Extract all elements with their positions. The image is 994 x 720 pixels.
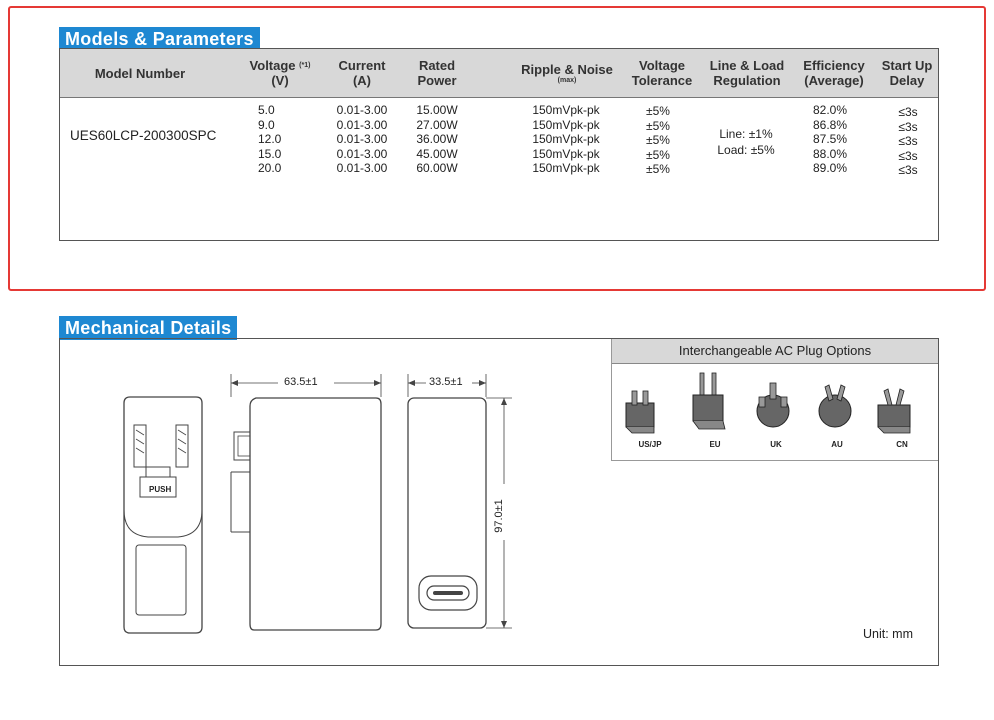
efficiency-value: 86.8% — [812, 117, 848, 132]
header-start-up-delay: Start Up Delay — [881, 58, 933, 88]
ripple-noise-column — [520, 103, 612, 176]
voltage-column — [258, 103, 286, 176]
current-value: 0.01-3.00 — [336, 117, 388, 132]
header-voltage: Voltage $^{(*1)}$ (V) — [249, 58, 311, 88]
voltage-value: 9.0 — [258, 117, 275, 132]
ripple-value: 150mVpk-pk — [532, 103, 600, 117]
startup-value: ≤3s — [898, 163, 918, 177]
ripple-value: 150mVpk-pk — [532, 161, 600, 175]
plug-options-panel — [611, 339, 938, 461]
regulation-line-value: Line: ±1% — [719, 127, 773, 141]
header-model-number: Model Number — [94, 65, 186, 81]
regulation-column — [706, 126, 786, 158]
header-efficiency: Efficiency (Average) — [803, 58, 865, 88]
current-value: 0.01-3.00 — [336, 103, 388, 117]
current-value: 0.01-3.00 — [336, 146, 388, 161]
mechanical-section-title: Mechanical Details — [59, 316, 237, 340]
current-value: 0.01-3.00 — [336, 132, 388, 146]
ripple-value: 150mVpk-pk — [532, 146, 600, 161]
startup-value: ≤3s — [898, 119, 918, 134]
startup-value: ≤3s — [898, 105, 918, 119]
efficiency-value: 87.5% — [812, 132, 848, 146]
rated-power-value: 60.00W — [416, 161, 458, 175]
tolerance-value: ±5% — [646, 162, 670, 176]
side-view-drawing — [226, 372, 386, 637]
tolerance-value: ±5% — [646, 133, 670, 147]
push-label: PUSH — [149, 485, 172, 494]
rated-power-value: 27.00W — [416, 117, 458, 132]
efficiency-column — [802, 103, 858, 176]
efficiency-value: 89.0% — [812, 161, 848, 175]
startup-value: ≤3s — [898, 148, 918, 163]
header-voltage-tolerance: Voltage Tolerance — [631, 58, 693, 88]
models-section-title: Models & Parameters — [59, 27, 260, 51]
height-dimension: 97.0±1 — [492, 499, 505, 533]
plug-label-uk: UK — [770, 440, 782, 449]
table-header — [60, 49, 938, 98]
regulation-load-value: Load: ±5% — [717, 143, 775, 157]
startup-column — [884, 105, 932, 178]
model-number-cell: UES60LCP-200300SPC — [70, 128, 217, 143]
startup-value: ≤3s — [898, 134, 918, 148]
tolerance-column — [636, 104, 680, 177]
plug-options-title: Interchangeable AC Plug Options — [612, 339, 938, 364]
tolerance-value: ±5% — [646, 104, 670, 118]
unit-label: Unit: mm — [863, 627, 913, 641]
voltage-value: 12.0 — [258, 132, 282, 146]
us-jp-plug-icon — [622, 383, 658, 435]
current-value: 0.01-3.00 — [336, 161, 388, 175]
au-plug-icon — [815, 381, 855, 435]
voltage-value: 20.0 — [258, 161, 282, 175]
voltage-value: 15.0 — [258, 146, 282, 161]
plug-label-eu: EU — [709, 440, 721, 449]
current-column — [326, 103, 398, 176]
voltage-value: 5.0 — [258, 103, 275, 117]
plug-label-cn: CN — [896, 440, 908, 449]
ripple-value: 150mVpk-pk — [532, 132, 600, 146]
eu-plug-icon — [689, 371, 727, 435]
parameters-table — [59, 48, 939, 241]
plug-label-us-jp: US/JP — [638, 440, 662, 449]
cn-plug-icon — [874, 383, 914, 435]
width-dimension: 63.5±1 — [284, 376, 318, 388]
header-ripple-noise: Ripple & Noise (max) — [521, 61, 613, 84]
header-rated-power: Rated Power — [417, 58, 457, 88]
uk-plug-icon — [753, 379, 793, 435]
rated-power-value: 36.00W — [416, 132, 458, 146]
efficiency-value: 82.0% — [812, 103, 848, 117]
tolerance-value: ±5% — [646, 147, 670, 162]
rated-power-column — [402, 103, 472, 176]
ripple-value: 150mVpk-pk — [532, 117, 600, 132]
depth-dimension: 33.5±1 — [429, 376, 463, 388]
rated-power-value: 45.00W — [416, 146, 458, 161]
tolerance-value: ±5% — [646, 118, 670, 133]
front-view-drawing — [118, 395, 208, 635]
header-current: Current (A) — [338, 58, 386, 88]
plug-label-au: AU — [831, 440, 843, 449]
efficiency-value: 88.0% — [812, 146, 848, 161]
header-line-load-regulation: Line & Load Regulation — [709, 58, 785, 88]
rated-power-value: 15.00W — [416, 103, 458, 117]
